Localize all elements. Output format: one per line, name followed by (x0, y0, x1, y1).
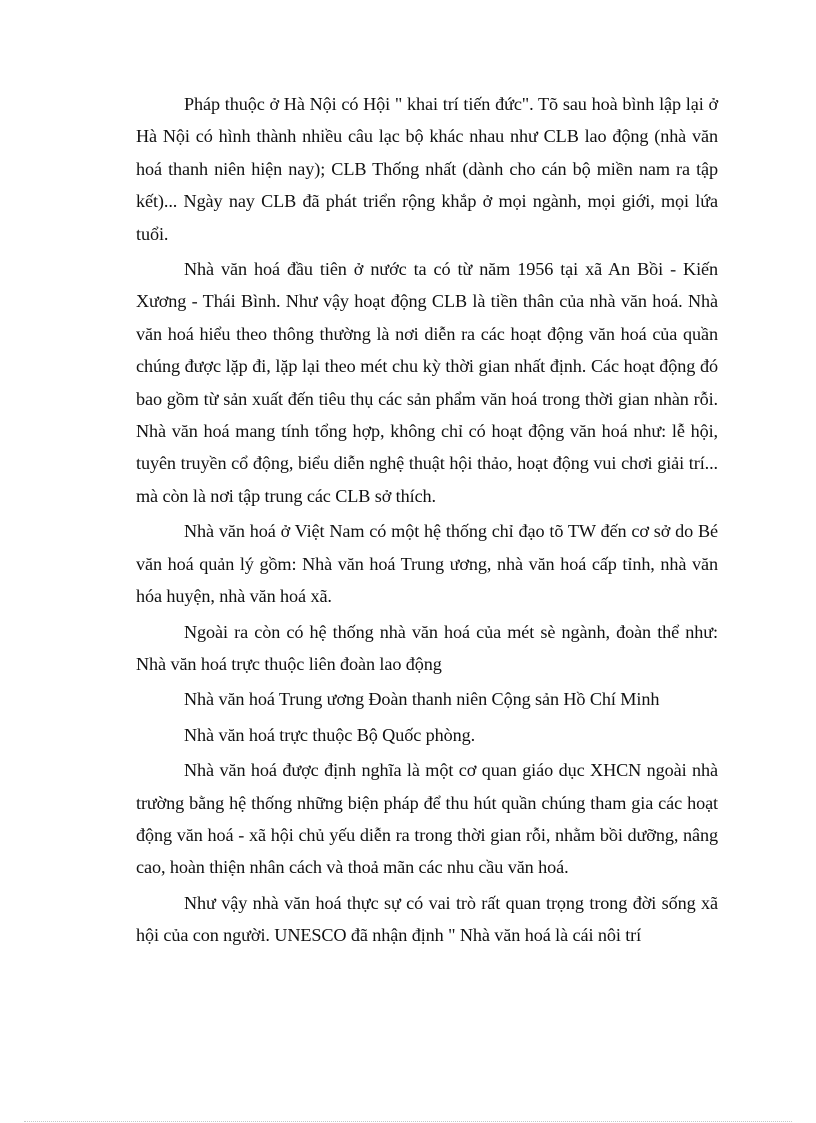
paragraph-other-systems: Ngoài ra còn có hệ thống nhà văn hoá của mét sè ngành, đoàn thể như: Nhà văn hoá trực thuộc liên đoàn lao động (136, 621, 718, 674)
paragraph-defense-ministry: Nhà văn hoá trực thuộc Bộ Quốc phòng. (184, 724, 476, 745)
paragraph-youth-union: Nhà văn hoá Trung ương Đoàn thanh niên Cộng sản Hồ Chí Minh (184, 689, 660, 710)
page-bottom-divider (24, 1121, 792, 1122)
paragraph-management-system: Nhà văn hoá ở Việt Nam có một hệ thống chỉ đạo tõ TW đến cơ sở do Bé văn hoá quản lý gồm: Nhà văn hoá Trung ương, nhà văn hoá cấp tỉnh, nhà văn hóa huyện, nhà văn hoá xã. (136, 521, 718, 607)
paragraph-colonial-clubs: Pháp thuộc ở Hà Nội có Hội " khai trí tiến đức". Tõ sau hoà bình lập lại ở Hà Nội có hình thành nhiều câu lạc bộ khác nhau như CLB lao động (nhà văn hoá thanh niên hiện nay); CLB Thống nhất (dành cho cán bộ miền nam ra tập kết)... Ngày nay CLB đã phát triển rộng khắp ở mọi ngành, mọi giới, mọi lứa tuổi. (136, 94, 718, 244)
document-page (136, 88, 718, 955)
paragraph-definition: Nhà văn hoá được định nghĩa là một cơ quan giáo dục XHCN ngoài nhà trường bằng hệ thống những biện pháp để thu hút quần chúng tham gia các hoạt động văn hoá - xã hội chủ yếu diễn ra trong thời gian rỗi, nhằm bồi dưỡng, nâng cao, hoàn thiện nhân cách và thoả mãn các nhu cầu văn hoá. (136, 760, 718, 878)
paragraph-unesco: Như vậy nhà văn hoá thực sự có vai trò rất quan trọng trong đời sống xã hội của con người. UNESCO đã nhận định " Nhà văn hoá là cái nôi trí (136, 892, 718, 946)
paragraph-first-culture-house: Nhà văn hoá đầu tiên ở nước ta có từ năm 1956 tại xã An Bồi - Kiến Xương - Thái Bình. Như vậy hoạt động CLB là tiền thân của nhà văn hoá. Nhà văn hoá hiểu theo thông thường là nơi diễn ra các hoạt động văn hoá của quần chúng được lặp đi, lặp lại theo mét chu kỳ thời gian nhất định. Các hoạt động đó bao gồm từ sản xuất đến tiêu thụ các sản phẩm văn hoá trong thời gian nhàn rỗi. Nhà văn hoá mang tính tổng hợp, không chỉ có hoạt động văn hoá như: lễ hội, tuyên truyền cổ động, biểu diễn nghệ thuật hội thảo, hoạt động vui chơi giải trí... mà còn là nơi tập trung các CLB sở thích. (136, 259, 718, 506)
